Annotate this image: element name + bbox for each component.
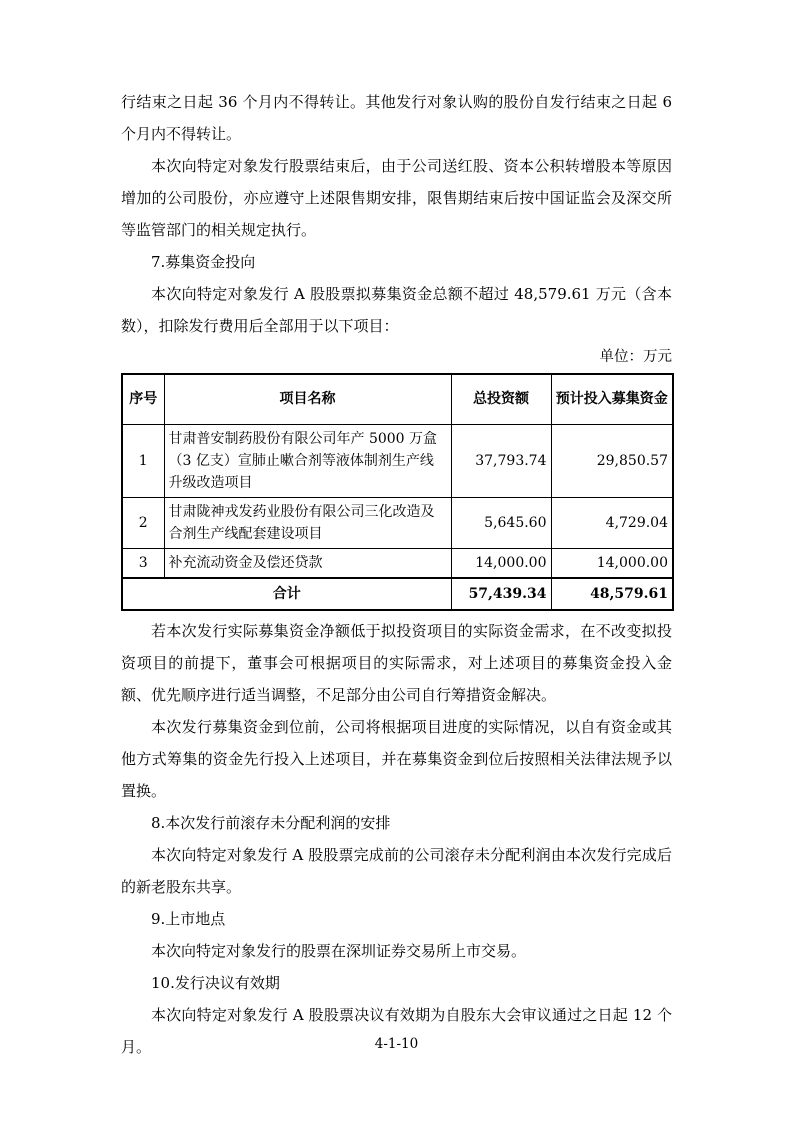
section-heading-10: 10.发行决议有效期 — [151, 974, 280, 992]
table-row — [122, 548, 673, 578]
col-header-raised-funds: 预计投入募集资金 — [551, 374, 673, 424]
raised-funds-sum: 48,579.61 — [551, 578, 673, 610]
total-label: 合计 — [122, 578, 451, 610]
project-name: 甘肃陇神戎发药业股份有限公司三化改造及合剂生产线配套建设项目 — [164, 497, 451, 548]
total-investment-sum: 57,439.34 — [451, 578, 551, 610]
section-heading-7: 7.募集资金投向 — [151, 253, 256, 271]
page-number: 4-1-10 — [374, 1036, 419, 1052]
paragraph-listing-venue: 本次向特定对象发行的股票在深圳证券交易所上市交易。 — [151, 942, 527, 960]
section-heading-8: 8.本次发行前滚存未分配利润的安排 — [151, 814, 391, 832]
total-investment-value: 37,793.74 — [451, 424, 551, 497]
paragraph-lockup-extension: 本次向特定对象发行股票结束后，由于公司送红股、资本公积转增股本等原因增加的公司股份，亦应遵守上述限售期安排，限售期结束后按中国证监会及深交所等监管部门的相关规定执行。 — [121, 157, 672, 239]
row-index: 2 — [122, 497, 164, 548]
section-heading-9: 9.上市地点 — [151, 910, 226, 928]
col-header-index: 序号 — [122, 374, 164, 424]
total-investment-value: 5,645.60 — [451, 497, 551, 548]
row-index: 3 — [122, 548, 164, 578]
raised-funds-value: 4,729.04 — [551, 497, 673, 548]
col-header-project-name: 项目名称 — [164, 374, 451, 424]
paragraph-shortfall-adjustment: 若本次发行实际募集资金净额低于拟投资项目的实际资金需求，在不改变拟投资项目的前提下，董事会可根据项目的实际需求，对上述项目的募集资金投入金额、优先顺序进行适当调整，不足部分由公司自行筹措资金解决。 — [121, 622, 672, 704]
project-name: 甘肃普安制药股份有限公司年产 5000 万盒（3 亿支）宣肺止嗽合剂等液体制剂生产线升级改造项目 — [164, 424, 451, 497]
raised-funds-value: 14,000.00 — [551, 548, 673, 578]
col-header-total-investment: 总投资额 — [451, 374, 551, 424]
paragraph-fund-total: 本次向特定对象发行 A 股股票拟募集资金总额不超过 48,579.61 万元（含本数），扣除发行费用后全部用于以下项目： — [121, 285, 672, 335]
fund-usage-table — [121, 373, 674, 611]
table-row — [122, 424, 673, 497]
paragraph-advance-funding: 本次发行募集资金到位前，公司将根据项目进度的实际情况，以自有资金或其他方式筹集的资金先行投入上述项目，并在募集资金到位后按照相关法律法规予以置换。 — [121, 718, 672, 800]
table-header-row — [122, 374, 673, 424]
project-name: 补充流动资金及偿还贷款 — [164, 548, 451, 578]
raised-funds-value: 29,850.57 — [551, 424, 673, 497]
table-row — [122, 497, 673, 548]
paragraph-retained-profit: 本次向特定对象发行 A 股股票完成前的公司滚存未分配利润由本次发行完成后的新老股东共享。 — [121, 846, 672, 896]
table-total-row — [122, 578, 673, 610]
table-unit-label: 单位：万元 — [599, 349, 672, 365]
total-investment-value: 14,000.00 — [451, 548, 551, 578]
paragraph-lockup-continuation: 行结束之日起 36 个月内不得转让。其他发行对象认购的股份自发行结束之日起 6 个月内不得转让。 — [121, 93, 672, 143]
paragraph-resolution-validity: 本次向特定对象发行 A 股股票决议有效期为自股东大会审议通过之日起 12 个月。 — [121, 1006, 672, 1056]
row-index: 1 — [122, 424, 164, 497]
